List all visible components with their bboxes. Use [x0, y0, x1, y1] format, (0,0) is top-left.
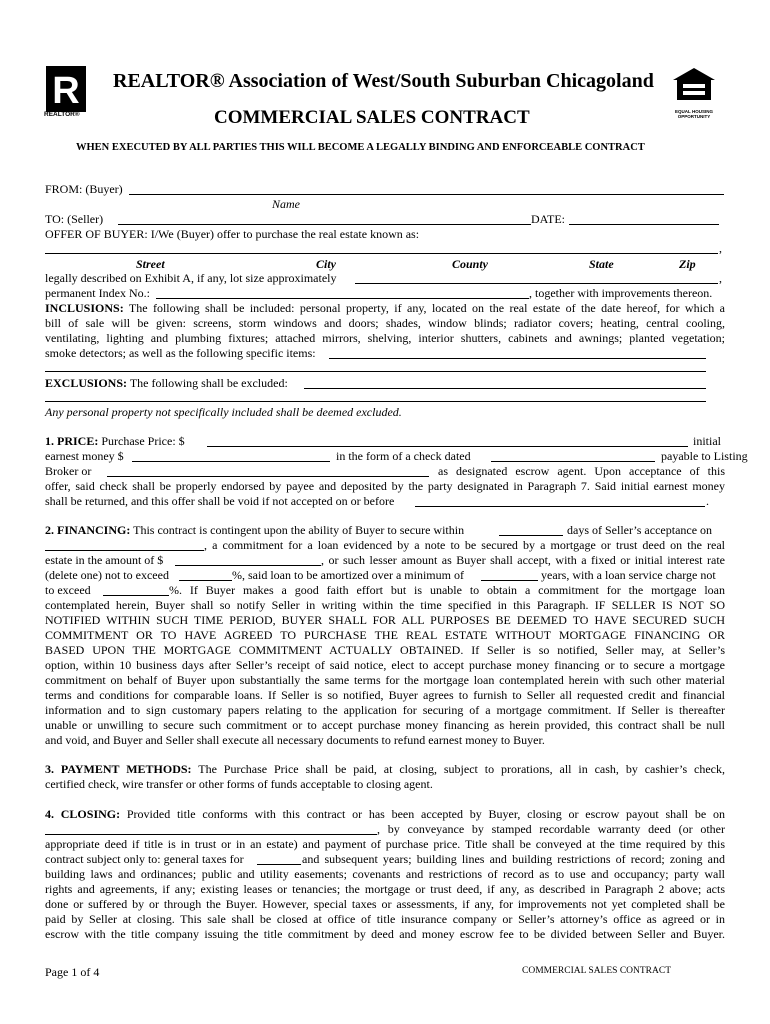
binding-notice: WHEN EXECUTED BY ALL PARTIES THIS WILL BECOME A LEGALLY BINDING AND ENFORCEABLE CONTRACT — [76, 142, 645, 153]
seller-name-line[interactable] — [118, 224, 531, 225]
inclusions-line-2: bill of sale will be given: screens, storm windows and doors; shades, window blinds; radiator covers; heating, central cooling, — [45, 316, 725, 330]
payment-line-2: certified check, wire transfer or other forms of funds acceptable to closing agent. — [45, 777, 433, 791]
financing-days-text: days of Seller’s acceptance on — [567, 523, 713, 537]
inclusions-heading: INCLUSIONS: — [45, 301, 124, 315]
interest-rate-line[interactable] — [179, 580, 232, 581]
financing-line-5: %. If Buyer makes a good faith effort but is unable to obtain a commitment for the mortgage loan — [169, 583, 725, 597]
check-date-line[interactable] — [491, 461, 655, 462]
street-caption: Street — [136, 257, 165, 271]
financing-line-8: COMMITMENT OR TO HAVE AGREED TO PURCHASE THE REAL ESTATE WITHOUT MORTGAGE FINANCING OR — [45, 628, 725, 642]
amortization-label: %, said loan to be amortized over a minimum of — [232, 568, 464, 582]
closing-date-line[interactable] — [45, 834, 377, 835]
inclusions-line-4: smoke detectors; as well as the following specific items: — [45, 346, 316, 360]
closing-line-3: appropriate deed if title is in trust or in an estate) and payment of purchase price. Title shall be conveyed at the time required by this — [45, 837, 725, 851]
inclusions-line-3: ventilating, lighting and plumbing fixtures; attached mirrors, shelving, interior shutters, cabinets and awnings; planted vegetation; — [45, 331, 725, 345]
closing-line-5: building laws and ordinances; public and utility easements; covenants and restrictions of record as to use and occupancy; party wall — [45, 867, 725, 881]
inclusions-line-1: INCLUSIONS: The following shall be included: personal property, if any, located on the real estate of the date hereof, for which a — [45, 301, 725, 315]
financing-line-1: 2. FINANCING: This contract is contingent upon the ability of Buyer to secure within — [45, 523, 465, 537]
page-number: Page 1 of 4 — [45, 965, 100, 979]
pin-label: permanent Index No.: — [45, 286, 150, 300]
date-line[interactable] — [569, 224, 719, 225]
price-line-4: offer, said check shall be properly endorsed by payee and deposited by the party designated in Paragraph 7. Said initial earnest money — [45, 479, 725, 493]
eho-caption-2: OPPORTUNITY — [677, 114, 711, 119]
lot-size-line[interactable] — [355, 283, 718, 284]
financing-days-line[interactable] — [499, 535, 563, 536]
escrow-agent-text: as designated escrow agent. Upon acceptance of this — [438, 464, 725, 478]
interest-rate-label: (delete one) not to exceed — [45, 568, 169, 582]
payment-heading: 3. PAYMENT METHODS: — [45, 762, 192, 776]
excluded-items-line-1[interactable] — [304, 388, 706, 389]
purchase-price-line[interactable] — [207, 446, 688, 447]
excluded-items-line-2[interactable] — [45, 401, 706, 402]
specific-items-line-2[interactable] — [45, 371, 706, 372]
equal-housing-icon — [671, 66, 717, 119]
price-line-5: shall be returned, and this offer shall be void if not accepted on or before — [45, 494, 395, 508]
contract-title: COMMERCIAL SALES CONTRACT — [214, 107, 530, 128]
service-charge-label: years, with a loan service charge not — [541, 568, 716, 582]
legal-description-label: legally described on Exhibit A, if any, lot size approximately — [45, 271, 337, 285]
financing-date-line[interactable] — [45, 550, 204, 551]
general-taxes-label: contract subject only to: general taxes for — [45, 852, 244, 866]
check-dated-label: in the form of a check dated — [336, 449, 471, 463]
state-caption: State — [589, 257, 614, 271]
service-charge-line[interactable] — [103, 595, 169, 596]
financing-line-9: BASED UPON THE MORTGAGE COMMITMENT ACTUALLY OBTAINED. If Seller is so notified, Seller may, at Seller’s — [45, 643, 725, 657]
financing-line-11: commitment on behalf of Buyer upon substantially the same terms for the mortgage loan contemplated herein with such other material — [45, 673, 725, 687]
payable-label: payable to Listing — [661, 449, 748, 463]
closing-line-6: rights and agreements, if any; existing leases or tenancies; the mortgage or trust deed, if any, as described in Paragraph 2 above; acts — [45, 882, 725, 896]
pin-tail-text: , together with improvements thereon. — [529, 286, 713, 300]
price-period: . — [706, 494, 709, 508]
specific-items-line-1[interactable] — [329, 358, 706, 359]
exclusions-note: Any personal property not specifically included shall be deemed excluded. — [45, 405, 402, 419]
property-address-line[interactable] — [45, 253, 718, 254]
offer-of-buyer-text: OFFER OF BUYER: I/We (Buyer) offer to purchase the real estate known as: — [45, 227, 420, 241]
financing-line-14: unable or unwilling to secure such commitment or to accept purchase money financing as herein provided, this contract shall be null — [45, 718, 725, 732]
eho-caption-1: EQUAL HOUSING — [675, 109, 713, 114]
closing-line-8: paid by Seller at closing. This sale shall be closed at office of title insurance company or Seller’s attorney’s office as agreed or in — [45, 912, 725, 926]
price-line-1: 1. PRICE: Purchase Price: $ — [45, 434, 185, 448]
from-buyer-label: FROM: (Buyer) — [45, 182, 123, 196]
city-caption: City — [316, 257, 336, 271]
broker-or-label: Broker or — [45, 464, 92, 478]
financing-line-7: NOTIFIED WITHIN SUCH TIME PERIOD, BUYER SHALL FOR ALL PURPOSES BE DEEMED TO HAVE SECURED SUCH — [45, 613, 725, 627]
financing-line-15: and void, and Buyer and Seller shall execute all necessary documents to refund earnest money to Buyer. — [45, 733, 545, 747]
realtor-logo-caption: REALTOR® — [44, 111, 80, 118]
loan-amount-line[interactable] — [175, 565, 321, 566]
financing-heading: 2. FINANCING: — [45, 523, 131, 537]
general-taxes-year-line[interactable] — [257, 864, 301, 865]
closing-line-7: done or suffered by or through the Buyer. However, special taxes or assessments, if any, for improvements not yet completed shall be — [45, 897, 725, 911]
financing-line-10: option, within 10 business days after Seller’s receipt of said notice, elect to accept purchase money financing or to secure a mortgage — [45, 658, 725, 672]
svg-text:R: R — [52, 70, 80, 112]
address-comma: , — [719, 241, 722, 255]
pin-line[interactable] — [156, 298, 529, 299]
to-seller-label: TO: (Seller) — [45, 212, 104, 226]
exclusions-heading: EXCLUSIONS: — [45, 376, 128, 390]
county-caption: County — [452, 257, 489, 271]
price-heading: 1. PRICE: — [45, 434, 99, 448]
lot-size-comma: , — [719, 271, 722, 285]
to-exceed-label: to exceed — [45, 583, 91, 597]
financing-line-12: terms and conditions for comparable loans. If Seller is so notified, Buyer agrees to furnish to Seller all requested credit and financial — [45, 688, 725, 702]
closing-line-9: escrow with the title company issuing the title commitment by deed and money escrow fee to be divided between Seller and Buyer. — [45, 927, 725, 941]
closing-line-2: , by conveyance by stamped recordable warranty deed (or other — [377, 822, 725, 836]
loan-amount-label: estate in the amount of $ — [45, 553, 164, 567]
name-caption: Name — [272, 197, 300, 211]
financing-line-3: , or such lesser amount as Buyer shall accept, with a fixed or initial interest rate — [321, 553, 725, 567]
footer-doc-name: COMMERCIAL SALES CONTRACT — [522, 966, 672, 976]
zip-caption: Zip — [679, 257, 696, 271]
amortization-years-line[interactable] — [481, 580, 538, 581]
payment-line-1: 3. PAYMENT METHODS: The Purchase Price shall be paid, at closing, subject to prorations, all in cash, by cashier’s check, — [45, 762, 725, 776]
closing-line-1: 4. CLOSING: Provided title conforms with this contract or has been accepted by Buyer, closing or escrow payout shall be on — [45, 807, 725, 821]
escrow-agent-line[interactable] — [107, 476, 429, 477]
association-title: REALTOR® Association of West/South Suburban Chicagoland — [113, 70, 654, 92]
buyer-name-line[interactable] — [129, 194, 724, 195]
earnest-money-label: earnest money $ — [45, 449, 124, 463]
date-label: DATE: — [531, 212, 565, 226]
financing-line-13: information and to sign customary papers relating to the application for securing of a mortgage commitment. If Seller is thereafter — [45, 703, 725, 717]
financing-line-2: , a commitment for a loan evidenced by a note to be secured by a mortgage or trust deed on the real — [204, 538, 725, 552]
realtor-logo — [46, 66, 86, 112]
earnest-money-line[interactable] — [132, 461, 330, 462]
financing-line-6: contemplated herein, Buyer shall so notify Seller in writing within the time specified in this Paragraph. IF SELLER IS NOT SO — [45, 598, 725, 612]
closing-line-4: and subsequent years; building lines and building restrictions of record; zoning and — [302, 852, 725, 866]
exclusions-line: EXCLUSIONS: The following shall be excluded: — [45, 376, 288, 390]
price-initial-word: initial — [693, 434, 721, 448]
closing-heading: 4. CLOSING: — [45, 807, 121, 821]
acceptance-deadline-line[interactable] — [415, 506, 705, 507]
